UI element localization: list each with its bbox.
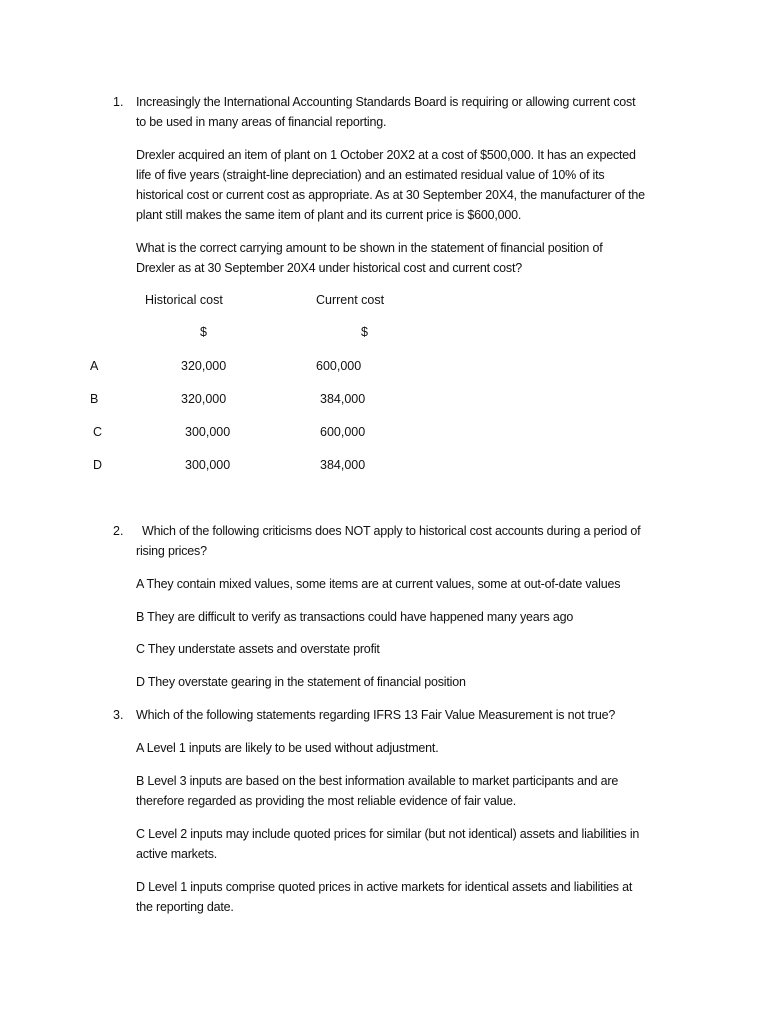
table-row-d-letter: D [93, 458, 103, 472]
table-row-b-current: 384,000 [320, 392, 366, 406]
table-header-current-cost: Current cost [316, 293, 385, 307]
question-2-option-b: B They are difficult to verify as transactions could have happened many years ago [136, 610, 574, 624]
question-1-number: 1. [113, 95, 124, 109]
table-unit-historical: $ [200, 325, 207, 339]
question-1-intro-line-2: to be used in many areas of financial reporting. [136, 115, 387, 129]
question-3-option-d-line-2: the reporting date. [136, 900, 234, 914]
table-header-historical-cost: Historical cost [145, 293, 223, 307]
table-row-c-letter: C [93, 425, 103, 439]
question-1-scenario-line-3: historical cost or current cost as appropriate. As at 30 September 20X4, the manufacturer of the [136, 188, 645, 202]
question-3-number: 3. [113, 708, 124, 722]
table-unit-current: $ [361, 325, 368, 339]
table-row-a-historical: 320,000 [181, 359, 227, 373]
question-2-option-a: A They contain mixed values, some items are at current values, some at out-of-date values [136, 577, 621, 591]
table-row-a-current: 600,000 [316, 359, 362, 373]
table-row-a-letter: A [90, 359, 99, 373]
question-1-question-line-2: Drexler as at 30 September 20X4 under historical cost and current cost? [136, 261, 523, 275]
question-3-option-c-line-1: C Level 2 inputs may include quoted prices for similar (but not identical) assets and liabilities in [136, 827, 640, 841]
question-3-option-b-line-1: B Level 3 inputs are based on the best information available to market participants and are [136, 774, 619, 788]
question-1-question-line-1: What is the correct carrying amount to be shown in the statement of financial position of [136, 241, 603, 255]
question-1-scenario-line-1: Drexler acquired an item of plant on 1 October 20X2 at a cost of $500,000. It has an expected [136, 148, 636, 162]
question-3-question: Which of the following statements regarding IFRS 13 Fair Value Measurement is not true? [136, 708, 616, 722]
table-row-b-historical: 320,000 [181, 392, 227, 406]
table-row-b-letter: B [90, 392, 99, 406]
table-row-c-historical: 300,000 [185, 425, 231, 439]
table-row-d-current: 384,000 [320, 458, 366, 472]
question-2-option-c: C They understate assets and overstate profit [136, 642, 380, 656]
table-row-d-historical: 300,000 [185, 458, 231, 472]
question-1-scenario-line-4: plant still makes the same item of plant and its current price is $600,000. [136, 208, 522, 222]
question-2-question-line-2: rising prices? [136, 544, 207, 558]
question-3-option-c-line-2: active markets. [136, 847, 218, 861]
table-row-c-current: 600,000 [320, 425, 366, 439]
question-3-option-b-line-2: therefore regarded as providing the most reliable evidence of fair value. [136, 794, 517, 808]
question-2-option-d: D They overstate gearing in the statement of financial position [136, 675, 466, 689]
question-2-question-line-1: Which of the following criticisms does NOT apply to historical cost accounts during a period of [142, 524, 641, 538]
question-3-option-a-line-1: A Level 1 inputs are likely to be used without adjustment. [136, 741, 439, 755]
question-1-scenario-line-2: life of five years (straight-line depreciation) and an estimated residual value of 10% of its [136, 168, 605, 182]
question-3-option-d-line-1: D Level 1 inputs comprise quoted prices in active markets for identical assets and liabilities at [136, 880, 633, 894]
question-2-number: 2. [113, 524, 124, 538]
question-1-intro-line-1: Increasingly the International Accounting Standards Board is requiring or allowing current cost [136, 95, 636, 109]
